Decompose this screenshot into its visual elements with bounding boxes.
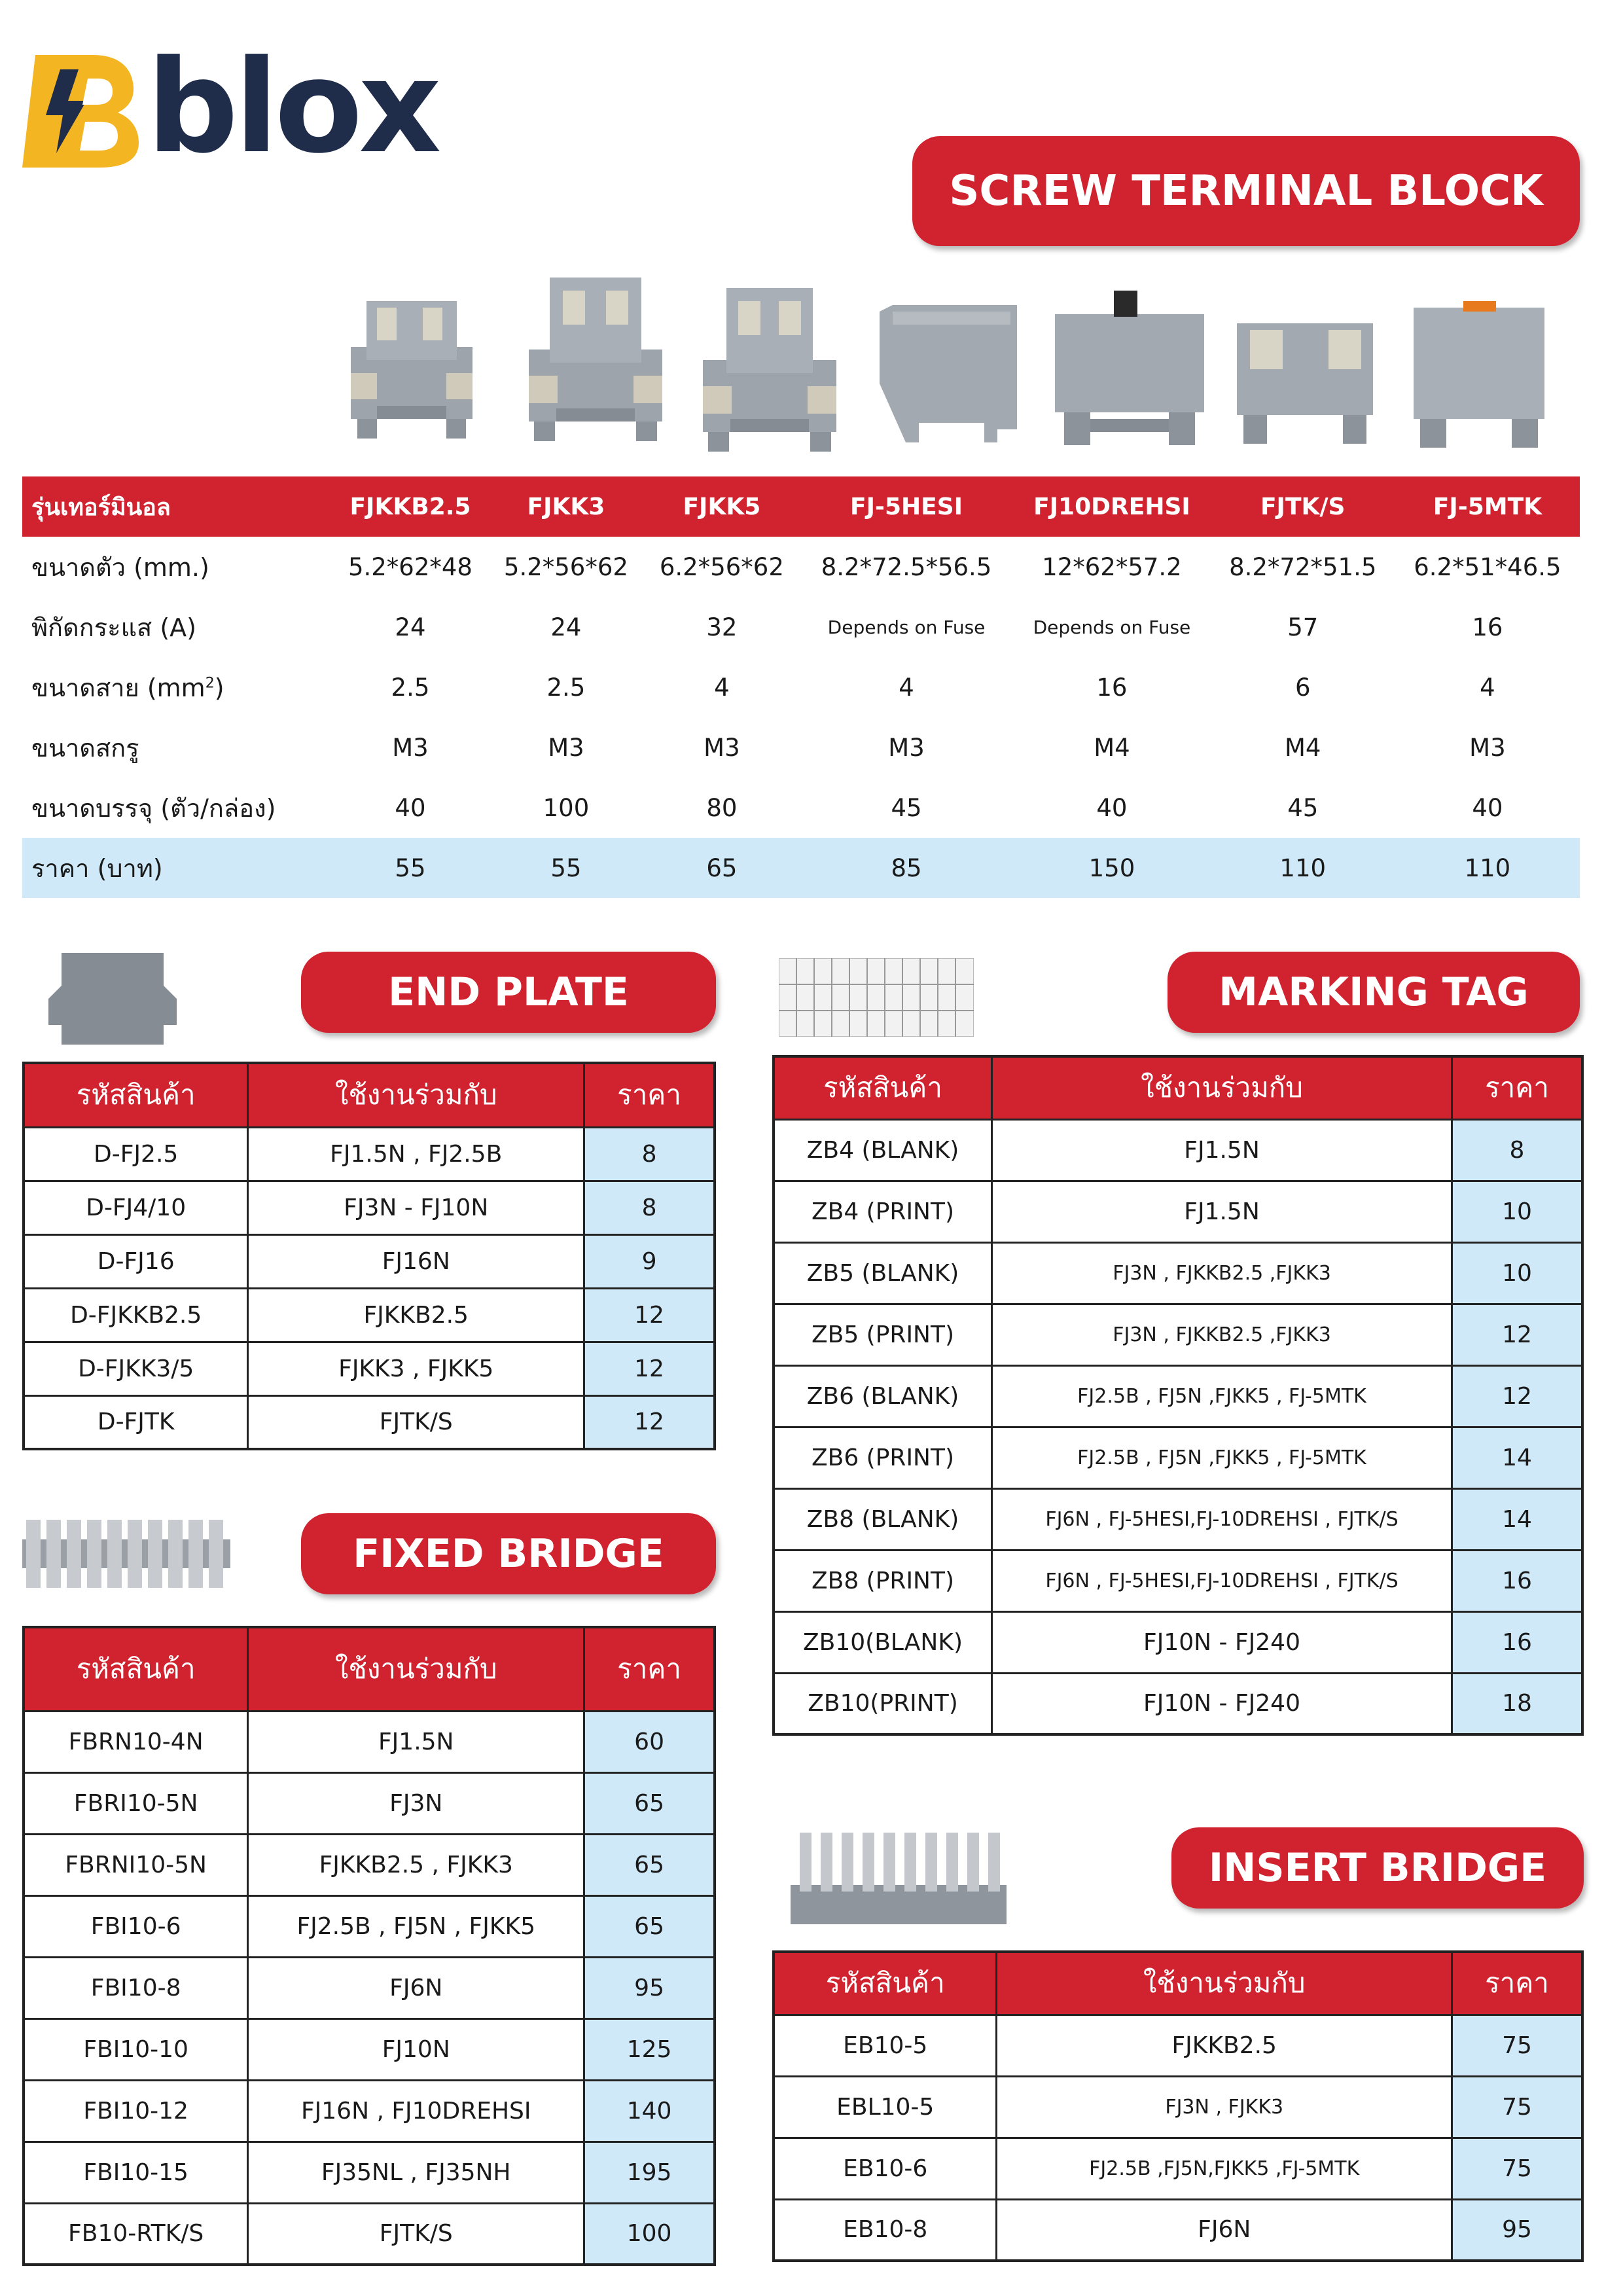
spec-header-label: รุ่นเทอร์มินอล [22, 476, 332, 537]
spec-model: FJTK/S [1211, 476, 1395, 537]
code-cell: ZB5 (PRINT) [774, 1304, 992, 1365]
spec-cell: Depends on Fuse [1033, 616, 1191, 638]
spec-cell: 40 [1096, 793, 1128, 822]
compat-cell: FJ6N [997, 2199, 1452, 2261]
header-price: ราคา [1452, 1952, 1582, 2015]
table-row [24, 1957, 715, 2018]
compat-cell: FJ3N [248, 1772, 584, 1834]
product-image-fjkk3 [517, 264, 674, 441]
marking-tag-header-row [774, 1056, 1582, 1119]
spec-cell: 57 [1287, 613, 1319, 641]
table-row [774, 1119, 1582, 1181]
spec-row-label: ขนาดสกรู [31, 733, 139, 762]
code-cell: FBRN10-4N [24, 1711, 248, 1772]
compat-cell: FJ2.5B , FJ5N , FJKK5 [248, 1895, 584, 1957]
price-cell: 18 [1452, 1673, 1582, 1734]
spec-cell: 4 [714, 673, 730, 702]
header-price: ราคา [584, 1627, 715, 1711]
spec-model: FJ-5HESI [800, 476, 1013, 537]
screw-terminal-spec-table [22, 476, 1580, 898]
table-row [24, 1395, 715, 1449]
table-row [774, 1550, 1582, 1611]
table-row [774, 1181, 1582, 1242]
spec-row-size [22, 537, 1580, 597]
price-cell: 16 [1452, 1550, 1582, 1611]
price-cell: 95 [1452, 2199, 1582, 2261]
code-cell: ZB6 (BLANK) [774, 1365, 992, 1427]
table-row [24, 1772, 715, 1834]
spec-row-wire [22, 657, 1580, 717]
table-row [774, 1488, 1582, 1550]
price-cell: 8 [1452, 1119, 1582, 1181]
price-cell: 14 [1452, 1488, 1582, 1550]
code-cell: EB10-8 [774, 2199, 997, 2261]
code-cell: D-FJ2.5 [24, 1127, 248, 1181]
code-cell: FB10-RTK/S [24, 2203, 248, 2265]
spec-cell: 40 [395, 793, 426, 822]
insert-bridge-image [791, 1833, 1007, 1932]
spec-cell: 6.2*56*62 [659, 552, 784, 581]
insert-bridge-title: INSERT BRIDGE [1171, 1827, 1584, 1909]
table-row [24, 1288, 715, 1342]
code-cell: ZB10(BLANK) [774, 1611, 992, 1673]
spec-cell: 45 [891, 793, 922, 822]
code-cell: ZB10(PRINT) [774, 1673, 992, 1734]
code-cell: FBI10-6 [24, 1895, 248, 1957]
price-cell: 100 [584, 2203, 715, 2265]
header-code: รหัสสินค้า [774, 1952, 997, 2015]
table-row [24, 1127, 715, 1181]
code-cell: ZB5 (BLANK) [774, 1242, 992, 1304]
spec-wire-label-end: ) [214, 673, 224, 702]
table-row [774, 1304, 1582, 1365]
code-cell: D-FJTK [24, 1395, 248, 1449]
spec-wire-label-sup: 2 [205, 674, 215, 691]
spec-row-price [22, 838, 1580, 898]
marking-tag-table [772, 1055, 1584, 1736]
spec-cell: 80 [706, 793, 738, 822]
product-image-fj10drehsi [1051, 288, 1208, 452]
header-compat: ใช้งานร่วมกับ [248, 1063, 584, 1127]
product-image-fjtk-s [1230, 304, 1380, 448]
price-cell: 65 [584, 1772, 715, 1834]
price-cell: 10 [1452, 1242, 1582, 1304]
spec-row-label: ขนาดบรรจุ (ตัว/กล่อง) [31, 793, 276, 823]
brand-logo [22, 33, 441, 182]
spec-cell: M3 [704, 733, 740, 762]
price-cell: 75 [1452, 2076, 1582, 2138]
brand-name: blox [147, 33, 438, 182]
compat-cell: FJ3N , FJKKB2.5 ,FJKK3 [992, 1304, 1452, 1365]
price-cell: 10 [1452, 1181, 1582, 1242]
code-cell: FBI10-8 [24, 1957, 248, 2018]
spec-cell: 5.2*56*62 [503, 552, 628, 581]
header-compat: ใช้งานร่วมกับ [997, 1952, 1452, 2015]
end-plate-table [22, 1062, 716, 1450]
header-code: รหัสสินค้า [24, 1063, 248, 1127]
compat-cell: FJ3N - FJ10N [248, 1181, 584, 1234]
end-plate-image [48, 946, 177, 1047]
compat-cell: FJ16N [248, 1234, 584, 1288]
compat-cell: FJKK3 , FJKK5 [248, 1342, 584, 1395]
header-compat: ใช้งานร่วมกับ [992, 1056, 1452, 1119]
compat-cell: FJ2.5B , FJ5N ,FJKK5 , FJ-5MTK [992, 1427, 1452, 1488]
spec-cell: Depends on Fuse [827, 616, 986, 638]
price-cell: 140 [584, 2080, 715, 2142]
spec-cell: M4 [1285, 733, 1321, 762]
spec-row-package [22, 778, 1580, 838]
price-cell: 12 [1452, 1304, 1582, 1365]
header-compat: ใช้งานร่วมกับ [248, 1627, 584, 1711]
compat-cell: FJKKB2.5 , FJKK3 [248, 1834, 584, 1895]
spec-cell: 4 [1480, 673, 1495, 702]
compat-cell: FJKKB2.5 [997, 2015, 1452, 2076]
price-cell: 75 [1452, 2015, 1582, 2076]
spec-cell: M3 [392, 733, 429, 762]
spec-cell: 16 [1472, 613, 1503, 641]
table-row [774, 2076, 1582, 2138]
header-code: รหัสสินค้า [24, 1627, 248, 1711]
spec-model: FJ-5MTK [1395, 476, 1580, 537]
fixed-bridge-header-row [24, 1627, 715, 1711]
marking-tag-title: MARKING TAG [1168, 952, 1580, 1033]
code-cell: FBI10-12 [24, 2080, 248, 2142]
spec-cell: 12*62*57.2 [1042, 552, 1182, 581]
code-cell: EBL10-5 [774, 2076, 997, 2138]
spec-cell: 45 [1287, 793, 1319, 822]
code-cell: ZB8 (PRINT) [774, 1550, 992, 1611]
table-row [774, 1673, 1582, 1734]
table-row [774, 1611, 1582, 1673]
price-cell: 12 [584, 1288, 715, 1342]
compat-cell: FJ2.5B , FJ5N ,FJKK5 , FJ-5MTK [992, 1365, 1452, 1427]
spec-cell: 24 [395, 613, 426, 641]
price-cell: 195 [584, 2142, 715, 2203]
spec-cell: 65 [644, 838, 800, 898]
spec-row-label [22, 657, 332, 717]
spec-cell: M3 [888, 733, 925, 762]
price-cell: 125 [584, 2018, 715, 2080]
spec-cell: 6.2*51*46.5 [1414, 552, 1561, 581]
price-cell: 65 [584, 1834, 715, 1895]
spec-cell: 4 [899, 673, 914, 702]
code-cell: ZB6 (PRINT) [774, 1427, 992, 1488]
spec-cell: 110 [1211, 838, 1395, 898]
end-plate-title: END PLATE [301, 952, 716, 1033]
code-cell: FBI10-15 [24, 2142, 248, 2203]
marking-tag-image [779, 958, 974, 1039]
code-cell: FBI10-10 [24, 2018, 248, 2080]
code-cell: FBRNI10-5N [24, 1834, 248, 1895]
price-cell: 75 [1452, 2138, 1582, 2199]
spec-cell: 55 [488, 838, 644, 898]
spec-cell: 16 [1096, 673, 1128, 702]
price-cell: 14 [1452, 1427, 1582, 1488]
spec-model: FJKK3 [488, 476, 644, 537]
compat-cell: FJ1.5N , FJ2.5B [248, 1127, 584, 1181]
table-row [774, 1365, 1582, 1427]
spec-cell: 6 [1294, 673, 1311, 702]
table-row [24, 2018, 715, 2080]
header-code: รหัสสินค้า [774, 1056, 992, 1119]
table-row [774, 2199, 1582, 2261]
compat-cell: FJ1.5N [992, 1119, 1452, 1181]
spec-cell: 85 [800, 838, 1013, 898]
price-cell: 8 [584, 1181, 715, 1234]
compat-cell: FJ10N - FJ240 [992, 1611, 1452, 1673]
code-cell: EB10-5 [774, 2015, 997, 2076]
compat-cell: FJ1.5N [248, 1711, 584, 1772]
spec-cell: 100 [543, 793, 590, 822]
header-price: ราคา [1452, 1056, 1582, 1119]
spec-row-label: ขนาดตัว (mm.) [31, 552, 209, 582]
end-plate-header-row [24, 1063, 715, 1127]
spec-header-row [22, 476, 1580, 537]
table-row [24, 1342, 715, 1395]
spec-row-label: พิกัดกระแส (A) [31, 613, 196, 642]
code-cell: FBRI10-5N [24, 1772, 248, 1834]
spec-cell: 5.2*62*48 [348, 552, 473, 581]
spec-cell: 8.2*72.5*56.5 [821, 552, 992, 581]
compat-cell: FJ10N - FJ240 [992, 1673, 1452, 1734]
price-cell: 60 [584, 1711, 715, 1772]
spec-cell: 2.5 [546, 673, 586, 702]
compat-cell: FJ3N , FJKKB2.5 ,FJKK3 [992, 1242, 1452, 1304]
price-cell: 95 [584, 1957, 715, 2018]
spec-model: FJKK5 [644, 476, 800, 537]
fixed-bridge-image [22, 1520, 230, 1590]
compat-cell: FJ6N , FJ-5HESI,FJ-10DREHSI , FJTK/S [992, 1550, 1452, 1611]
compat-cell: FJ35NL , FJ35NH [248, 2142, 584, 2203]
spec-cell: 2.5 [391, 673, 430, 702]
product-image-fj-5hesi [866, 292, 1030, 456]
code-cell: ZB4 (PRINT) [774, 1181, 992, 1242]
table-row [24, 1181, 715, 1234]
table-row [774, 1427, 1582, 1488]
code-cell: ZB4 (BLANK) [774, 1119, 992, 1181]
compat-cell: FJTK/S [248, 2203, 584, 2265]
price-cell: 65 [584, 1895, 715, 1957]
spec-row-current [22, 597, 1580, 657]
code-cell: EB10-6 [774, 2138, 997, 2199]
spec-cell: 32 [706, 613, 738, 641]
spec-cell: 55 [332, 838, 488, 898]
table-row [24, 1711, 715, 1772]
price-cell: 8 [584, 1127, 715, 1181]
compat-cell: FJ1.5N [992, 1181, 1452, 1242]
table-row [774, 1242, 1582, 1304]
product-image-fjkkb2-5 [338, 275, 486, 439]
spec-row-screw [22, 717, 1580, 778]
table-row [24, 1895, 715, 1957]
insert-bridge-header-row [774, 1952, 1582, 2015]
code-cell: D-FJKK3/5 [24, 1342, 248, 1395]
insert-bridge-table [772, 1950, 1584, 2262]
header-price: ราคา [584, 1063, 715, 1127]
screw-terminal-block-title: SCREW TERMINAL BLOCK [912, 136, 1580, 246]
spec-model: FJ10DREHSI [1013, 476, 1210, 537]
price-cell: 16 [1452, 1611, 1582, 1673]
compat-cell: FJ3N , FJKK3 [997, 2076, 1452, 2138]
table-row [24, 1234, 715, 1288]
spec-cell: M3 [548, 733, 584, 762]
code-cell: ZB8 (BLANK) [774, 1488, 992, 1550]
code-cell: D-FJ4/10 [24, 1181, 248, 1234]
fixed-bridge-title: FIXED BRIDGE [301, 1513, 716, 1594]
compat-cell: FJ6N , FJ-5HESI,FJ-10DREHSI , FJTK/S [992, 1488, 1452, 1550]
spec-cell: 40 [1472, 793, 1503, 822]
compat-cell: FJ10N [248, 2018, 584, 2080]
compat-cell: FJ16N , FJ10DREHSI [248, 2080, 584, 2142]
spec-cell: 110 [1395, 838, 1580, 898]
compat-cell: FJ2.5B ,FJ5N,FJKK5 ,FJ-5MTK [997, 2138, 1452, 2199]
spec-wire-label-text: ขนาดสาย (mm [31, 673, 205, 702]
table-row [24, 2080, 715, 2142]
compat-cell: FJKKB2.5 [248, 1288, 584, 1342]
code-cell: D-FJ16 [24, 1234, 248, 1288]
table-row [774, 2138, 1582, 2199]
price-cell: 12 [1452, 1365, 1582, 1427]
spec-cell: 8.2*72*51.5 [1229, 552, 1377, 581]
spec-row-label: ราคา (บาท) [22, 838, 332, 898]
table-row [774, 2015, 1582, 2076]
price-cell: 9 [584, 1234, 715, 1288]
spec-cell: M4 [1094, 733, 1130, 762]
compat-cell: FJ6N [248, 1957, 584, 2018]
code-cell: D-FJKKB2.5 [24, 1288, 248, 1342]
fixed-bridge-table [22, 1626, 716, 2266]
compat-cell: FJTK/S [248, 1395, 584, 1449]
bolt-b-icon [22, 55, 140, 168]
table-row [24, 1834, 715, 1895]
spec-cell: 150 [1013, 838, 1210, 898]
product-image-fjkk5 [691, 275, 848, 452]
spec-cell: M3 [1469, 733, 1506, 762]
spec-cell: 24 [550, 613, 582, 641]
spec-model: FJKKB2.5 [332, 476, 488, 537]
table-row [24, 2142, 715, 2203]
price-cell: 12 [584, 1395, 715, 1449]
product-image-fj-5mtk [1407, 295, 1551, 452]
price-cell: 12 [584, 1342, 715, 1395]
table-row [24, 2203, 715, 2265]
